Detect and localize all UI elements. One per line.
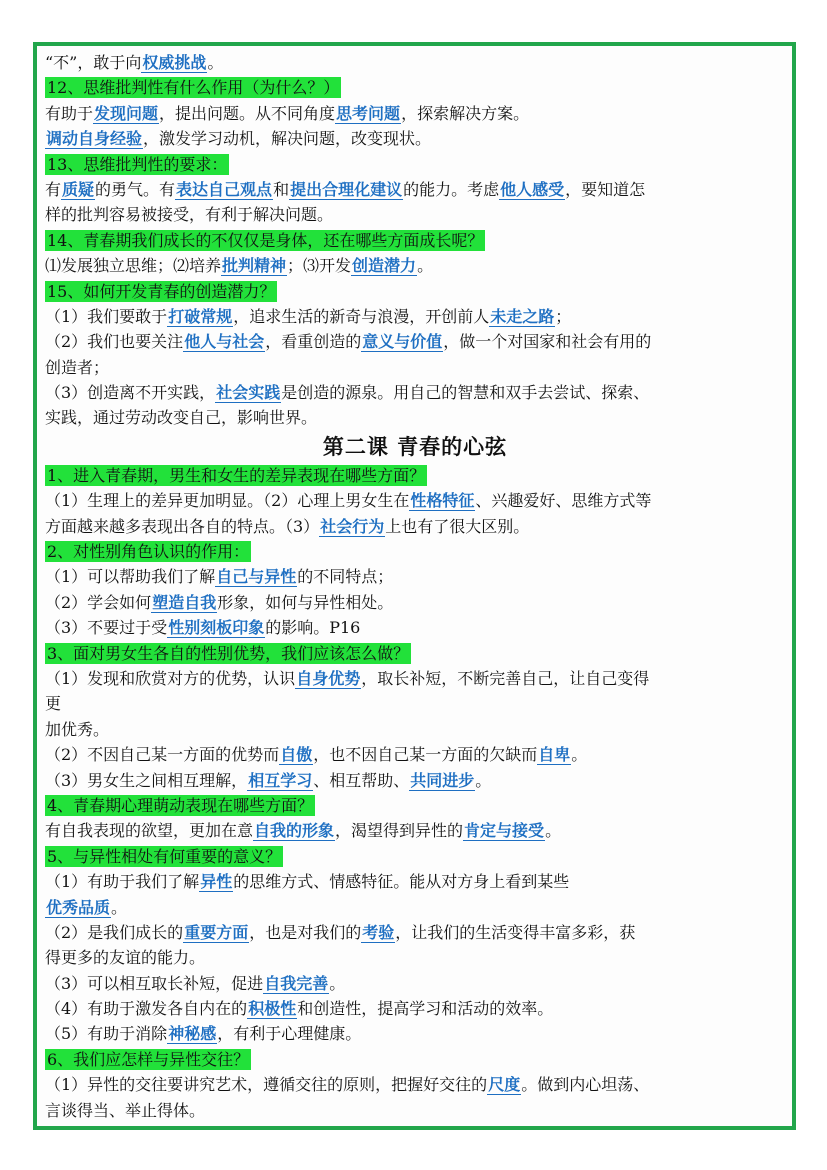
text-segment: ，取长补短，不断完善自己，让自己变得 <box>361 668 650 688</box>
text-segment: 实践，通过劳动改变自己，影响世界。 <box>45 408 318 428</box>
text-segment: ，看重创造的 <box>265 332 362 352</box>
text-segment: （2）学会如何 <box>45 592 152 612</box>
keyword: 打破常规 <box>168 306 233 326</box>
keyword: 批判精神 <box>222 256 287 276</box>
text-segment: 方面越来越多表现出各自的特点。（3） <box>45 516 320 536</box>
question-highlight: 13、思维批判性的要求： <box>47 154 228 174</box>
keyword: 调动自身经验 <box>46 129 143 149</box>
keyword: 异性 <box>200 872 233 892</box>
keyword: 表达自己观点 <box>176 179 273 199</box>
question-highlight: 2、对性别角色认识的作用： <box>47 542 250 562</box>
text-line <box>45 101 785 126</box>
text-line <box>45 1098 785 1123</box>
keyword: 优秀品质 <box>46 897 111 917</box>
text-line <box>45 380 785 405</box>
text-line <box>45 717 785 742</box>
keyword: 创造潜力 <box>352 256 417 276</box>
text-segment: 。 <box>207 53 224 72</box>
text-line <box>45 329 785 354</box>
text-segment: ； <box>555 306 572 326</box>
text-segment: 。 <box>417 256 434 276</box>
text-segment: 、兴趣爱好、思维方式等 <box>475 491 652 511</box>
keyword: 积极性 <box>248 999 297 1019</box>
question-highlight: 12、思维批判性有什么作用（为什么？） <box>47 78 340 98</box>
text-line <box>45 514 785 539</box>
text-segment: 言谈得当、举止得体。 <box>45 1100 206 1120</box>
text-line <box>45 666 785 691</box>
text-segment: 得更多的友谊的能力。 <box>45 948 206 968</box>
text-segment: （5）有助于消除 <box>45 1024 168 1044</box>
text-segment: （1）有助于我们了解 <box>45 872 200 892</box>
text-segment: （3）不要过于受 <box>45 618 168 638</box>
text-line <box>45 304 785 329</box>
question-heading <box>45 228 785 253</box>
keyword: 肯定与接受 <box>464 821 545 841</box>
text-segment: ；⑶开发 <box>287 256 352 276</box>
keyword: 神秘感 <box>168 1024 217 1044</box>
text-segment: ⑴发展独立思维；⑵培养 <box>45 256 222 276</box>
text-segment: （1）可以帮助我们了解 <box>45 567 216 587</box>
text-line <box>45 615 785 640</box>
keyword: 相互学习 <box>248 770 313 790</box>
keyword: 共同进步 <box>410 770 475 790</box>
text-line <box>45 564 785 589</box>
text-segment: ，提出问题。从不同角度 <box>159 103 336 123</box>
question-highlight: 15、如何开发青春的创造潜力？ <box>47 281 276 301</box>
keyword: 自卑 <box>538 745 571 765</box>
text-segment: ，激发学习动机，解决问题，改变现状。 <box>143 129 432 149</box>
keyword: 权威挑战 <box>142 53 207 72</box>
text-segment: 形象，如何与异性相处。 <box>217 592 394 612</box>
question-heading <box>45 641 785 666</box>
page-frame <box>33 42 796 1130</box>
keyword: 自身优势 <box>296 668 361 688</box>
text-segment: （3）创造离不开实践， <box>45 383 216 403</box>
text-line <box>45 691 785 716</box>
question-heading <box>45 793 785 818</box>
question-heading <box>45 75 785 100</box>
text-segment: 的勇气。有 <box>95 179 176 199</box>
text-segment: 。 <box>329 973 346 993</box>
keyword: 意义与价值 <box>362 332 443 352</box>
text-segment: 的能力。考虑 <box>403 179 500 199</box>
keyword: 他人与社会 <box>184 332 265 352</box>
text-line <box>45 1021 785 1046</box>
text-segment: （1）我们要敢于 <box>45 306 168 326</box>
question-highlight: 1、进入青春期，男生和女生的差异表现在哪些方面？ <box>47 465 426 485</box>
text-segment: 有 <box>45 179 62 199</box>
text-segment: 的思维方式、情感特征。能从对方身上看到某些 <box>233 872 570 892</box>
text-segment: （2）不因自己某一方面的优势而 <box>45 745 280 765</box>
text-line <box>45 818 785 843</box>
text-line <box>45 895 785 920</box>
question-heading <box>45 844 785 869</box>
text-segment: ，渴望得到异性的 <box>335 821 464 841</box>
keyword: 社会实践 <box>216 383 281 403</box>
question-heading <box>45 1047 785 1072</box>
text-line <box>45 50 785 75</box>
keyword: 性别刻板印象 <box>168 618 265 638</box>
text-segment: 样的批判容易被接受，有利于解决问题。 <box>45 205 334 225</box>
keyword: 他人感受 <box>500 179 565 199</box>
text-segment: “不”，敢于向 <box>45 53 142 72</box>
keyword: 性格特征 <box>410 491 475 511</box>
text-segment: ，也是对我们的 <box>249 922 362 942</box>
text-segment: 、相互帮助、 <box>313 770 410 790</box>
lesson-title: 第二课 青春的心弦 <box>322 433 508 459</box>
keyword: 思考问题 <box>336 103 401 123</box>
text-segment: （1）发现和欣赏对方的优势，认识 <box>45 668 296 688</box>
text-segment: 和 <box>273 179 290 199</box>
text-line <box>45 996 785 1021</box>
keyword: 质疑 <box>62 179 95 199</box>
keyword: 发现问题 <box>94 103 159 123</box>
text-line <box>45 253 785 278</box>
question-heading <box>45 539 785 564</box>
text-segment: 。 <box>475 770 492 790</box>
text-segment: （2）是我们成长的 <box>45 922 184 942</box>
question-heading <box>45 463 785 488</box>
question-highlight: 4、青春期心理萌动表现在哪些方面？ <box>47 795 314 815</box>
text-line <box>45 971 785 996</box>
text-line <box>45 355 785 380</box>
text-segment: （4）有助于激发各自内在的 <box>45 999 248 1019</box>
text-segment: ，要知道怎 <box>565 179 646 199</box>
question-heading <box>45 279 785 304</box>
text-segment: （3）男女生之间相互理解， <box>45 770 248 790</box>
question-highlight: 5、与异性相处有何重要的意义？ <box>47 846 282 866</box>
keyword: 未走之路 <box>490 306 555 326</box>
keyword: 自己与异性 <box>216 567 297 587</box>
document-body <box>45 50 785 1123</box>
text-segment: 加优秀。 <box>45 719 110 739</box>
text-line <box>45 202 785 227</box>
keyword: 提出合理化建议 <box>290 179 403 199</box>
keyword: 塑造自我 <box>152 592 217 612</box>
keyword: 自我完善 <box>264 973 329 993</box>
question-heading <box>45 152 785 177</box>
text-segment: 更 <box>45 694 62 714</box>
text-line <box>45 488 785 513</box>
keyword: 重要方面 <box>184 922 249 942</box>
text-segment: （1）异性的交往要讲究艺术，遵循交往的原则，把握好交往的 <box>45 1075 488 1095</box>
text-segment: 的不同特点； <box>297 567 394 587</box>
keyword: 尺度 <box>488 1075 521 1095</box>
question-highlight: 14、青春期我们成长的不仅仅是身体，还在哪些方面成长呢？ <box>47 230 484 250</box>
text-segment: ，也不因自己某一方面的欠缺而 <box>313 745 538 765</box>
text-line <box>45 742 785 767</box>
text-line <box>45 1072 785 1097</box>
text-segment: 。做到内心坦荡、 <box>521 1075 650 1095</box>
question-highlight: 3、面对男女生各自的性别优势，我们应该怎么做？ <box>47 643 410 663</box>
text-line <box>45 590 785 615</box>
text-segment: 是创造的源泉。用自己的智慧和双手去尝试、探索、 <box>281 383 650 403</box>
text-segment: （1）生理上的差异更加明显。（2）心理上男女生在 <box>45 491 410 511</box>
text-segment: 。 <box>545 821 562 841</box>
text-segment: （2）我们也要关注 <box>45 332 184 352</box>
text-segment: ，探索解决方案。 <box>401 103 530 123</box>
keyword: 社会行为 <box>320 516 385 536</box>
text-segment: ，做一个对国家和社会有用的 <box>443 332 652 352</box>
text-line <box>45 945 785 970</box>
text-line <box>45 768 785 793</box>
keyword: 自我的形象 <box>254 821 335 841</box>
text-segment: 。 <box>111 897 128 917</box>
text-segment: 上也有了很大区别。 <box>385 516 530 536</box>
text-segment: 。 <box>571 745 588 765</box>
text-segment: ，追求生活的新奇与浪漫，开创前人 <box>233 306 490 326</box>
text-line <box>45 177 785 202</box>
keyword: 自傲 <box>280 745 313 765</box>
question-highlight: 6、我们应怎样与异性交往？ <box>47 1049 250 1069</box>
text-line <box>45 405 785 430</box>
text-line <box>45 126 785 151</box>
text-segment: ，让我们的生活变得丰富多彩，获 <box>395 922 636 942</box>
text-segment: ，有利于心理健康。 <box>217 1024 362 1044</box>
text-segment: 的影响。P16 <box>265 618 361 638</box>
text-line <box>45 920 785 945</box>
text-segment: 有助于 <box>45 103 94 123</box>
text-segment: 创造者； <box>45 357 110 377</box>
text-segment: （3）可以相互取长补短，促进 <box>45 973 264 993</box>
keyword: 考验 <box>362 922 395 942</box>
text-segment: 有自我表现的欲望，更加在意 <box>45 821 254 841</box>
text-segment: 和创造性，提高学习和活动的效率。 <box>297 999 554 1019</box>
text-line <box>45 869 785 894</box>
